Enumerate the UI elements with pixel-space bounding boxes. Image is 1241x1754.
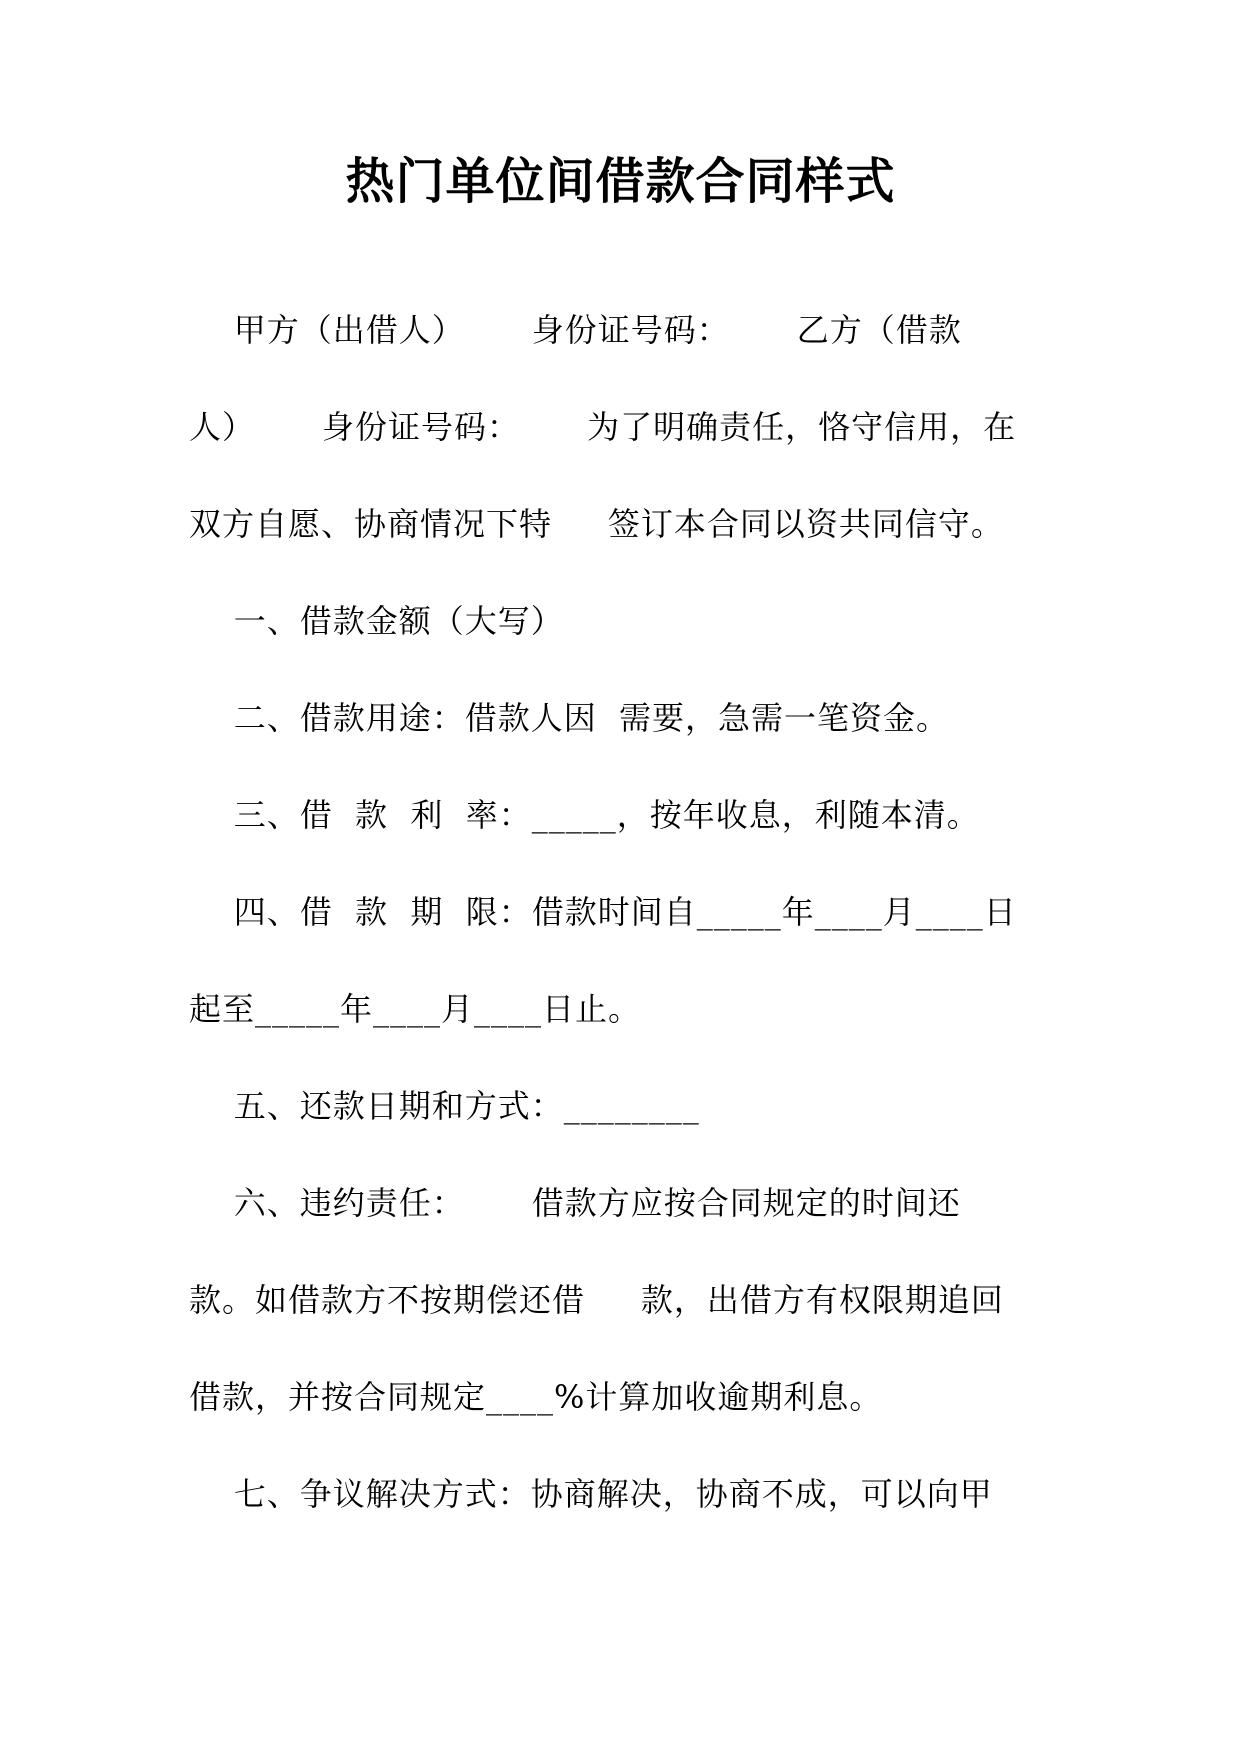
paragraph-line: 甲方（出借人） 身份证号码： 乙方（借款	[189, 311, 962, 349]
clause-6-breach: 六、违约责任： 借款方应按合同规定的时间还	[189, 1184, 961, 1222]
paragraph-line: 人） 身份证号码： 为了明确责任，恪守信用，在	[189, 408, 1017, 446]
clause-7-dispute: 七、争议解决方式：协商解决，协商不成，可以向甲	[189, 1475, 993, 1513]
clause-3-interest: 三、借 款 利 率：_____，按年收息，利随本清。	[189, 796, 980, 834]
clause-5-repayment: 五、还款日期和方式：________	[189, 1087, 700, 1125]
paragraph-line: 双方自愿、协商情况下特 签订本合同以资共同信守。	[189, 505, 1004, 543]
clause-4-term: 四、借 款 期 限：借款时间自_____年____月____日	[189, 893, 1017, 931]
clause-4-term-cont: 起至_____年____月____日止。	[189, 990, 642, 1028]
clause-6-breach-cont: 借款，并按合同规定____%计算加收逾期利息。	[189, 1378, 883, 1416]
clause-6-breach-cont: 款。如借款方不按期偿还借 款，出借方有权限期追回	[189, 1281, 1004, 1319]
clause-1-amount: 一、借款金额（大写）	[189, 602, 564, 640]
clause-2-purpose: 二、借款用途：借款人因 需要，急需一笔资金。	[189, 699, 950, 737]
document-title: 热门单位间借款合同样式	[345, 153, 896, 210]
